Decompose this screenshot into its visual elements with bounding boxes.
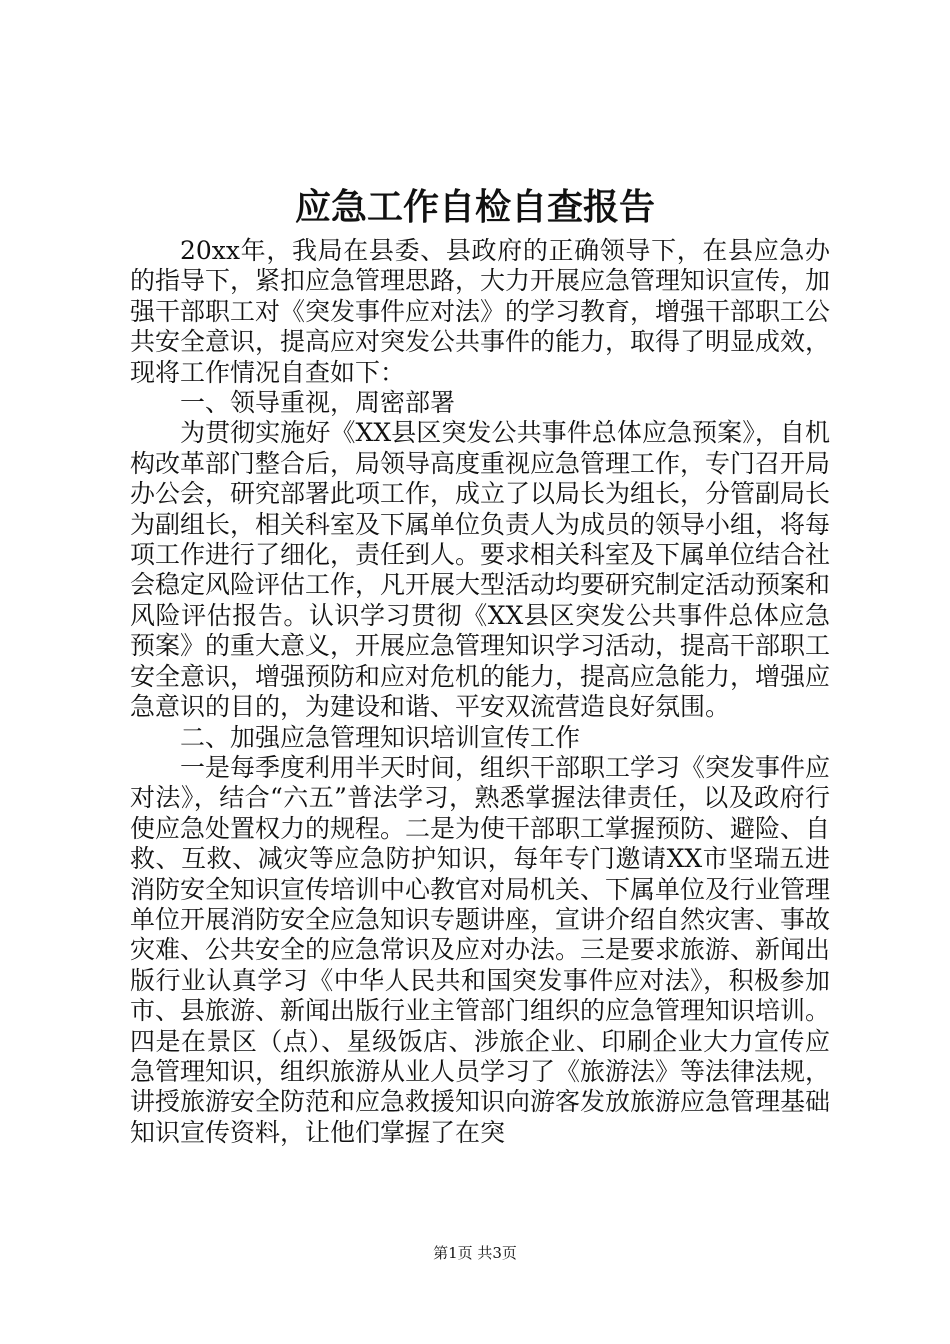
document-title: 应急工作自检自查报告 bbox=[294, 187, 655, 228]
paragraph-section-1: 为贯彻实施好《XX县区突发公共事件总体应急预案》，自机构改革部门整合后，局领导高度重视应急管理工作，专门召开局办公会，研究部署此项工作，成立了以局长为组长，分管副局长为副组长，相关科室及下属单位负责人为成员的领导小组，将每项工作进行了细化，责任到人。要求相关科室及下属单位结合社会稳定风险评估工作，凡开展大型活动均要研究制定活动预案和风险评估报告。认识学习贯彻《XX县区突发公共事件总体应急预案》的重大意义，开展应急管理知识学习活动，提高干部职工安全意识，增强预防和应对危机的能力，提高应急能力，增强应急意识的目的，为建设和谐、平安双流营造良好氛围。 bbox=[130, 418, 831, 722]
paragraph-section-2: 一是每季度利用半天时间，组织干部职工学习《突发事件应对法》，结合“六五”普法学习，熟悉掌握法律责任，以及政府行使应急处置权力的规程。二是为使干部职工掌握预防、避险、自救、互救、减灾等应急防护知识，每年专门邀请XX市坚瑞五进消防安全知识宣传培训中心教官对局机关、下属单位及行业管理单位开展消防安全应急知识专题讲座，宣讲介绍自然灾害、事故灾难、公共安全的应急常识及应对办法。三是要求旅游、新闻出版行业认真学习《中华人民共和国突发事件应对法》，积极参加市、县旅游、新闻出版行业主管部门组织的应急管理知识培训。四是在景区（点）、星级饭店、涉旅企业、印刷企业大力宣传应急管理知识，组织旅游从业人员学习了《旅游法》等法律法规，讲授旅游安全防范和应急救援知识向游客发放旅游应急管理基础知识宣传资料，让他们掌握了在突 bbox=[130, 752, 831, 1147]
section-heading-1: 一、领导重视，周密部署 bbox=[180, 388, 456, 418]
document-body bbox=[130, 236, 830, 1148]
page-footer: 第1页 共3页 bbox=[433, 1244, 517, 1262]
paragraph-intro: 20xx年，我局在县委、县政府的正确领导下，在县应急办的指导下，紧扣应急管理思路，大力开展应急管理知识宣传，加强干部职工对《突发事件应对法》的学习教育，增强干部职工公共安全意识，提高应对突发公共事件的能力，取得了明显成效，现将工作情况自查如下： bbox=[130, 236, 831, 387]
section-heading-2: 二、加强应急管理知识培训宣传工作 bbox=[180, 722, 581, 752]
